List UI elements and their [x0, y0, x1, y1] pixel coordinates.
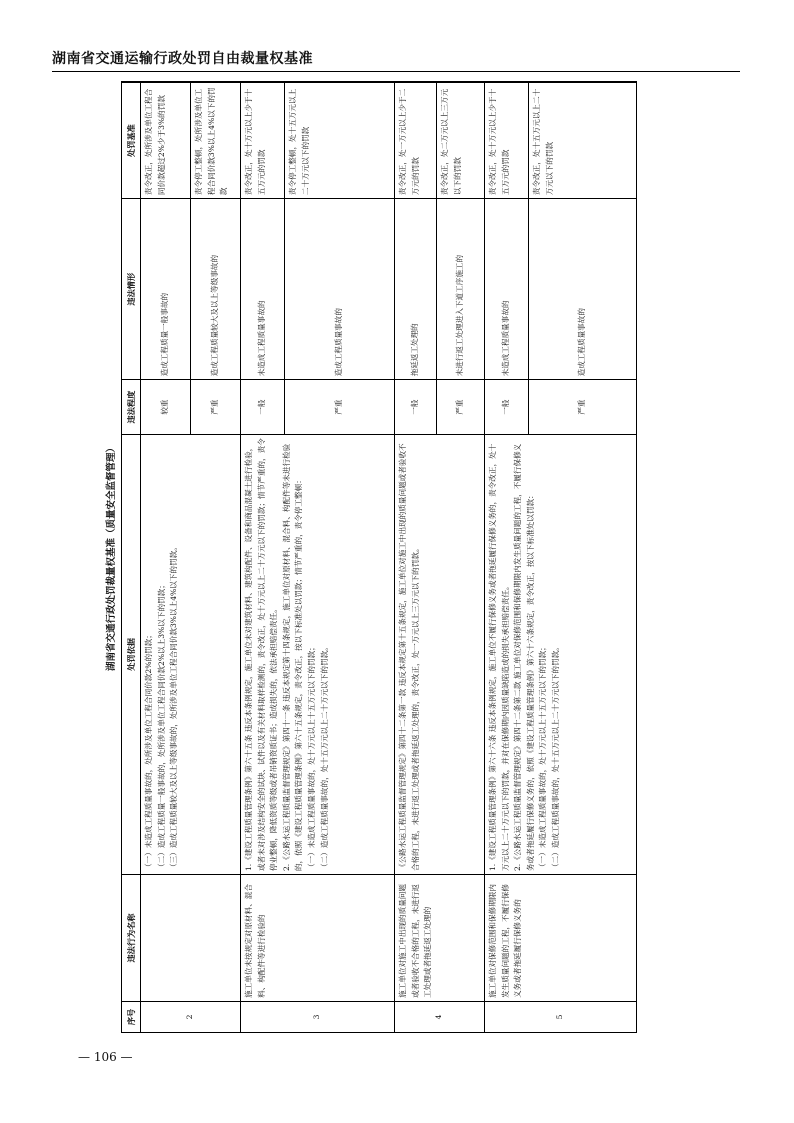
violation-case: 未进行返工处理进入下道工序施工的 — [437, 199, 485, 380]
violation-case: 造成工程质量较大及以上等级事故的 — [191, 199, 241, 380]
penalty-basis — [241, 434, 395, 874]
violation-degree: 严重 — [285, 380, 395, 434]
basis-line: （一）未造成工程质量事故的，处十万元以上十五万元以下的罚款； — [306, 643, 316, 872]
table-caption: 湖南省交通行政处罚裁量权基准（质量安全监督管理） — [106, 443, 117, 672]
penalty-basis — [395, 434, 485, 874]
penalty-standard: 责令改正，处十万元以上少于十五万元的罚款 — [241, 82, 285, 199]
basis-line: 1.《建设工程质量管理条例》第六十五条 违反本条例规定，施工单位未对建筑材料、建筑构配件、设备和商品混凝土进行检验，或者未对涉及结构安全的试块、试件以及有关材料取样检测的，责令改正，处十万元以上二十万元以下的罚款；情节严重的，责令停业整顿，降低资质等级或者吊销资质证书；造成损失的，依法承担赔偿责任。 — [244, 438, 279, 872]
col-header-case: 违法情形 — [122, 199, 141, 380]
table-header-row — [122, 82, 141, 1033]
page-number: — 106 — — [78, 1050, 133, 1064]
violation-case: 拖延返工处理的 — [395, 199, 437, 380]
penalty-standard: 责令改正，处十万元以上少于十五万元的罚款 — [485, 82, 529, 199]
col-header-degree: 违法程度 — [122, 380, 141, 434]
penalty-standard: 责令改正，处十五万元以上二十万元以下的罚款 — [529, 82, 637, 199]
penalty-standard: 责令停工整顿，处所涉及单位工程合同价款3%以上4%以下的罚款 — [191, 82, 241, 199]
basis-line: 2.《公路水运工程质量监督管理规定》第四十二条第二款 施工单位对保修范围和保修期限内发生质量问题的工程，不履行保修义务或者拖延履行保修义务的，依照《建设工程质量管理条例》第六十六条规定，责令改正，按以下标准处以罚款： — [513, 443, 535, 872]
violation-degree: 一般 — [241, 380, 285, 434]
penalty-standard: 责令改正，处所涉及单位工程合同价款超过2%少于3%的罚款 — [141, 82, 191, 199]
violation-case: 未造成工程质量事故的 — [485, 199, 529, 380]
table-row — [241, 82, 285, 1033]
basis-line: （三）造成工程质量较大及以上等级事故的，处所涉及单位工程合同价款3%以上4%以下的罚款。 — [169, 543, 179, 872]
basis-line: （二）造成工程质量事故的，处十五万元以上二十万元以下的罚款。 — [319, 643, 329, 872]
violation-name: 施工单位未按规定对原材料、混合料、构配件等进行检验的 — [241, 875, 395, 1002]
violation-degree: 一般 — [485, 380, 529, 434]
header-rule — [52, 71, 740, 72]
violation-name — [141, 875, 241, 1002]
penalty-standard: 责令改正，处二万元以上三万元以下的罚款 — [437, 82, 485, 199]
violation-degree: 严重 — [529, 380, 637, 434]
row-number: 2 — [141, 1001, 241, 1032]
penalty-basis — [485, 434, 637, 874]
col-header-name: 违法行为名称 — [122, 875, 141, 1002]
violation-name: 施工单位对施工中出现的质量问题或者验收不合格的工程，未进行返工处理或者拖延返工处理的 — [395, 875, 485, 1002]
penalty-standard-table — [121, 81, 637, 1033]
violation-degree: 较重 — [141, 380, 191, 434]
violation-case: 造成工程质量一般事故的 — [141, 199, 191, 380]
violation-degree: 一般 — [395, 380, 437, 434]
basis-line: 《公路水运工程质量监督管理规定》第四十二条第一款 违反本规定第十五条规定，施工单位对施工中出现的质量问题或者验收不合格的工程，未进行返工处理或者拖延返工处理的，责令改正，处一万元以上三万元以下的罚款。 — [398, 443, 420, 872]
violation-case: 造成工程质量事故的 — [285, 199, 395, 380]
basis-line: （二）造成工程质量一般事故的，处所涉及单位工程合同价款2%以上3%以下的罚款； — [156, 581, 166, 872]
violation-degree: 严重 — [191, 380, 241, 434]
row-number: 3 — [241, 1001, 395, 1032]
page-header-title: 湖南省交通运输行政处罚自由裁量权基准 — [52, 51, 313, 67]
col-header-standard: 处罚基准 — [122, 82, 141, 199]
penalty-standard: 责令停工整顿，处十五万元以上二十万元以下的罚款 — [285, 82, 395, 199]
basis-line: 1.《建设工程质量管理条例》第六十六条 违反本条例规定，施工单位不履行保修义务或者拖延履行保修义务的，责令改正，处十万元以上二十万元以下的罚款，并对在保修期内因质量缺陷造成的损失承担赔偿责任。 — [488, 443, 510, 872]
violation-case: 造成工程质量事故的 — [529, 199, 637, 380]
rotated-table-area — [103, 81, 713, 1033]
basis-line: （一）未造成工程质量事故的，处十万元以上十五万元以下的罚款； — [538, 643, 548, 872]
table-row — [395, 82, 437, 1033]
col-header-no: 序号 — [122, 1001, 141, 1032]
row-number: 4 — [395, 1001, 485, 1032]
table-row — [485, 82, 529, 1033]
row-number: 5 — [485, 1001, 637, 1032]
basis-line: 2.《公路水运工程质量监督管理规定》第四十一条 违反本规定第十四条规定，施工单位对原材料、混合料、构配件等未进行检验的，依照《建设工程质量管理条例》第六十五条规定，责令改正，按以下标准处以罚款；情节严重的，责令停工整顿： — [281, 443, 304, 872]
col-header-basis: 处罚依据 — [122, 434, 141, 874]
basis-line: （二）造成工程质量事故的，处十五万元以上二十万元以下的罚款。 — [550, 643, 560, 872]
penalty-standard: 责令改正，处一万元以上少于二万元的罚款 — [395, 82, 437, 199]
violation-case: 未造成工程质量事故的 — [241, 199, 285, 380]
violation-degree: 严重 — [437, 380, 485, 434]
violation-name: 施工单位对保修范围和保修期限内发生质量问题的工程，不履行保修义务或者拖延履行保修义务的 — [485, 875, 637, 1002]
penalty-basis — [141, 434, 241, 874]
basis-line: （一）未造成工程质量事故的，处所涉及单位工程合同价款2%的罚款； — [144, 631, 153, 872]
table-row — [141, 82, 191, 1033]
